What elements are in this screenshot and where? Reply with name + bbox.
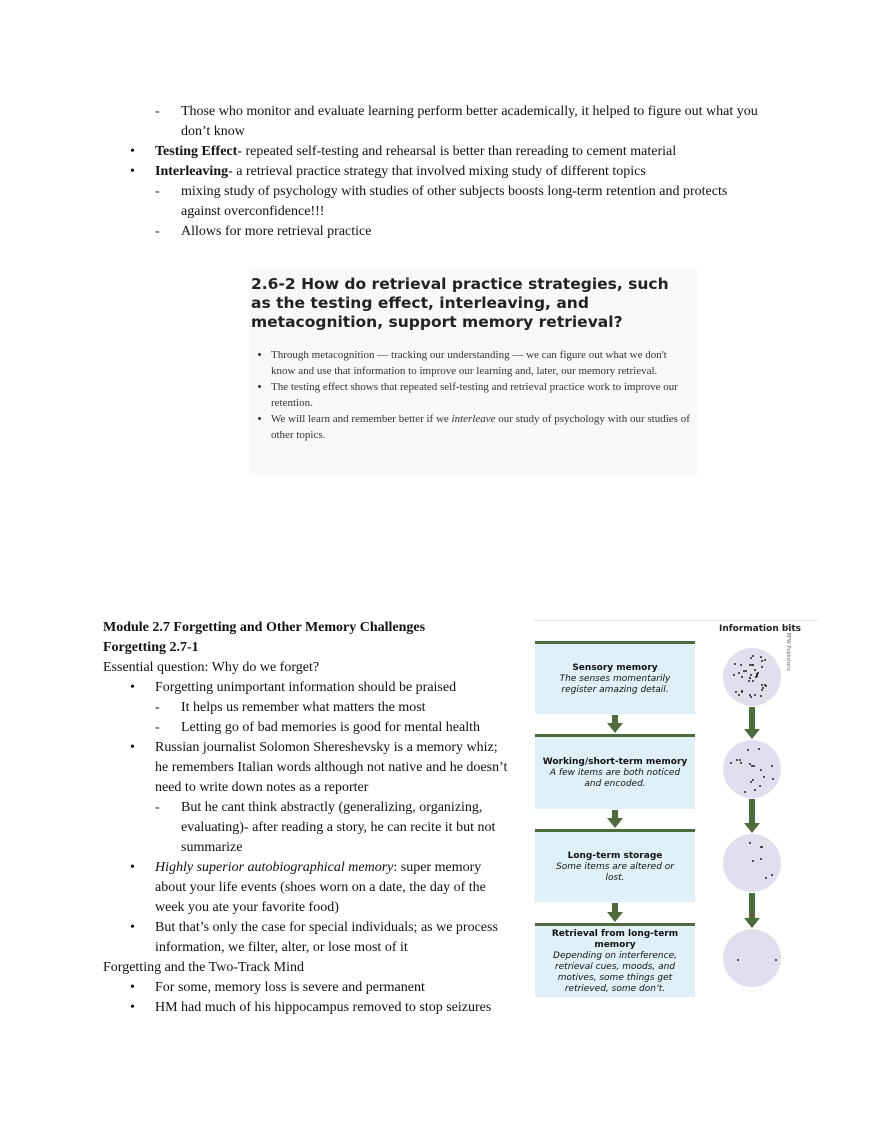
note-line: information, we filter, alter, or lose most of it: [155, 940, 408, 955]
down-arrow-icon: [744, 823, 760, 833]
information-bit-dot: [762, 687, 764, 689]
information-bit-dot: [761, 660, 763, 662]
dash: -: [155, 184, 160, 199]
note-line: But he cant think abstractly (generalizing, organizing,: [181, 800, 483, 815]
text: : super memory: [393, 860, 482, 875]
information-bit-dot: [772, 778, 774, 780]
stage-description: Depending on interference, retrieval cues, moods, and motives, some things get retrieved, some don’t.: [553, 950, 677, 994]
stage-title: Retrieval from long-term memory: [551, 928, 679, 950]
information-bit-dot: [754, 789, 756, 791]
dash: -: [155, 104, 160, 119]
information-bits-circle: [723, 834, 781, 892]
note-line: Those who monitor and evaluate learning perform better academically, it helped to figure out what you: [181, 104, 758, 119]
down-arrow-icon: [744, 729, 760, 739]
note-line: Russian journalist Solomon Shereshevsky is a memory whiz;: [155, 740, 498, 755]
information-bit-dot: [733, 674, 735, 676]
bullet: •: [130, 860, 135, 875]
note-line: don’t know: [181, 124, 245, 139]
information-bit-dot: [750, 674, 752, 676]
information-bit-dot: [748, 680, 750, 682]
information-bit-dot: [749, 763, 751, 765]
stage-title: Working/short-term memory: [542, 756, 688, 767]
information-bit-dot: [752, 655, 754, 657]
down-arrow-icon: [607, 818, 623, 828]
information-bit-dot: [734, 663, 736, 665]
stage-description: A few items are both noticed and encoded.: [549, 767, 681, 789]
dash: -: [155, 224, 160, 239]
information-bit-dot: [752, 680, 754, 682]
excerpt-heading: 2.6-2 How do retrieval practice strategies, such as the testing effect, interleaving, and metacognition, support memory retrieval?: [251, 275, 669, 331]
information-bit-dot: [761, 689, 763, 691]
information-bit-dot: [740, 762, 742, 764]
down-arrow-icon: [607, 912, 623, 922]
information-bit-dot: [738, 672, 740, 674]
note-line: For some, memory loss is severe and permanent: [155, 980, 425, 995]
down-arrow-icon: [744, 918, 760, 928]
information-bits-circle: [723, 929, 781, 987]
section-heading: Forgetting and the Two-Track Mind: [103, 960, 304, 975]
module-title: Module 2.7 Forgetting and Other Memory Challenges: [103, 620, 426, 635]
textbook-excerpt-image: [249, 267, 697, 475]
information-bit-dot: [737, 959, 739, 961]
note-line: summarize: [181, 840, 243, 855]
emphasis: interleave: [451, 413, 496, 425]
note-line: [155, 162, 646, 182]
note-line: about your life events (shoes worn on a date, the day of the: [155, 880, 486, 895]
information-bit-dot: [771, 765, 773, 767]
note-line: [155, 858, 481, 878]
information-bit-dot: [758, 748, 760, 750]
essential-question: Essential question: Why do we forget?: [103, 660, 320, 675]
note-line: HM had much of his hippocampus removed to stop seizures: [155, 1000, 492, 1015]
information-bit-dot: [760, 656, 762, 658]
text: our study of psychology with our studies of other topics.: [271, 413, 690, 441]
text: We will learn and remember better if we: [271, 413, 452, 425]
information-bit-dot: [749, 677, 751, 679]
information-bits-label: Information bits: [719, 624, 802, 634]
dash: -: [155, 720, 160, 735]
term: Interleaving: [155, 164, 229, 179]
information-bit-dot: [747, 749, 749, 751]
bullet: •: [130, 980, 135, 995]
bullet: •: [130, 920, 135, 935]
information-bit-dot: [775, 959, 777, 961]
information-bit-dot: [735, 691, 737, 693]
information-bit-dot: [750, 781, 752, 783]
term: Testing Effect: [155, 144, 238, 159]
bullet: •: [130, 1000, 135, 1015]
information-bit-dot: [751, 664, 753, 666]
note-line: mixing study of psychology with studies of other subjects boosts long-term retention and protects: [181, 184, 728, 199]
memory-stages-diagram: [533, 620, 818, 996]
stage-box: [535, 923, 695, 997]
information-bit-dot: [743, 670, 745, 672]
excerpt-bullet: [271, 411, 691, 443]
information-bit-dot: [740, 664, 742, 666]
information-bit-dot: [765, 877, 767, 879]
down-arrow-icon: [749, 799, 755, 824]
information-bit-dot: [738, 694, 740, 696]
information-bit-dot: [753, 765, 755, 767]
information-bit-dot: [749, 842, 751, 844]
note-line: he remembers Italian words although not native and he doesn’t: [155, 760, 508, 775]
dash: -: [155, 800, 160, 815]
note-line: [155, 142, 676, 162]
information-bit-dot: [759, 785, 761, 787]
information-bits-circle: [723, 740, 781, 798]
information-bit-dot: [764, 659, 766, 661]
dash: -: [155, 700, 160, 715]
information-bit-dot: [736, 759, 738, 761]
information-bits-circle: [723, 648, 781, 706]
information-bit-dot: [741, 676, 743, 678]
information-bit-dot: [752, 860, 754, 862]
information-bit-dot: [760, 769, 762, 771]
information-bit-dot: [760, 695, 762, 697]
term: Highly superior autobiographical memory: [155, 860, 394, 875]
bullet: •: [130, 164, 135, 179]
definition: - a retrieval practice strategy that involved mixing study of different topics: [228, 164, 646, 179]
stage-description: The senses momentarily register amazing detail.: [559, 673, 671, 695]
information-bit-dot: [754, 669, 756, 671]
down-arrow-icon: [607, 723, 623, 733]
information-bit-dot: [771, 874, 773, 876]
information-bit-dot: [739, 759, 741, 761]
information-bit-dot: [752, 779, 754, 781]
note-line: Allows for more retrieval practice: [181, 224, 372, 239]
excerpt-bullet: • Through metacognition — tracking our understanding — we can figure out what we don't know and use that information to improve our learning and, later, our memory retrieval.: [271, 347, 691, 379]
information-bit-dot: [750, 696, 752, 698]
information-bit-dot: [730, 762, 732, 764]
excerpt-bullet: • The testing effect shows that repeated self-testing and retrieval practice work to improve our retention.: [271, 379, 691, 411]
note-line: week you ate your favorite food): [155, 900, 339, 915]
information-bit-dot: [754, 694, 756, 696]
stage-title: Sensory memory: [572, 662, 658, 673]
note-line: Letting go of bad memories is good for mental health: [181, 720, 480, 735]
definition: - repeated self-testing and rehearsal is better than rereading to cement material: [237, 144, 677, 159]
note-line: evaluating)- after reading a story, he can recite it but not: [181, 820, 496, 835]
note-line: against overconfidence!!!: [181, 204, 325, 219]
excerpt-bullets: [255, 347, 691, 443]
stage-box: [535, 829, 695, 902]
information-bit-dot: [744, 791, 746, 793]
stage-description: Some items are altered or lost.: [556, 861, 674, 883]
bullet: •: [130, 680, 135, 695]
bullet: •: [130, 144, 135, 159]
stage-box: [535, 641, 695, 714]
information-bit-dot: [761, 846, 763, 848]
note-line: Forgetting unimportant information should be praised: [155, 680, 457, 695]
information-bit-dot: [761, 666, 763, 668]
information-bit-dot: [760, 858, 762, 860]
bullet: •: [130, 740, 135, 755]
note-line: It helps us remember what matters the most: [181, 700, 426, 715]
module-subtitle: Forgetting 2.7-1: [103, 640, 199, 655]
information-bit-dot: [763, 776, 765, 778]
down-arrow-icon: [749, 893, 755, 919]
credit: © BFW Publishers: [785, 625, 791, 671]
stage-title: Long-term storage: [567, 850, 663, 861]
information-bit-dot: [750, 657, 752, 659]
down-arrow-icon: [749, 707, 755, 730]
note-line: But that’s only the case for special individuals; as we process: [155, 920, 498, 935]
note-line: need to write down notes as a reporter: [155, 780, 369, 795]
stage-box: [535, 734, 695, 809]
